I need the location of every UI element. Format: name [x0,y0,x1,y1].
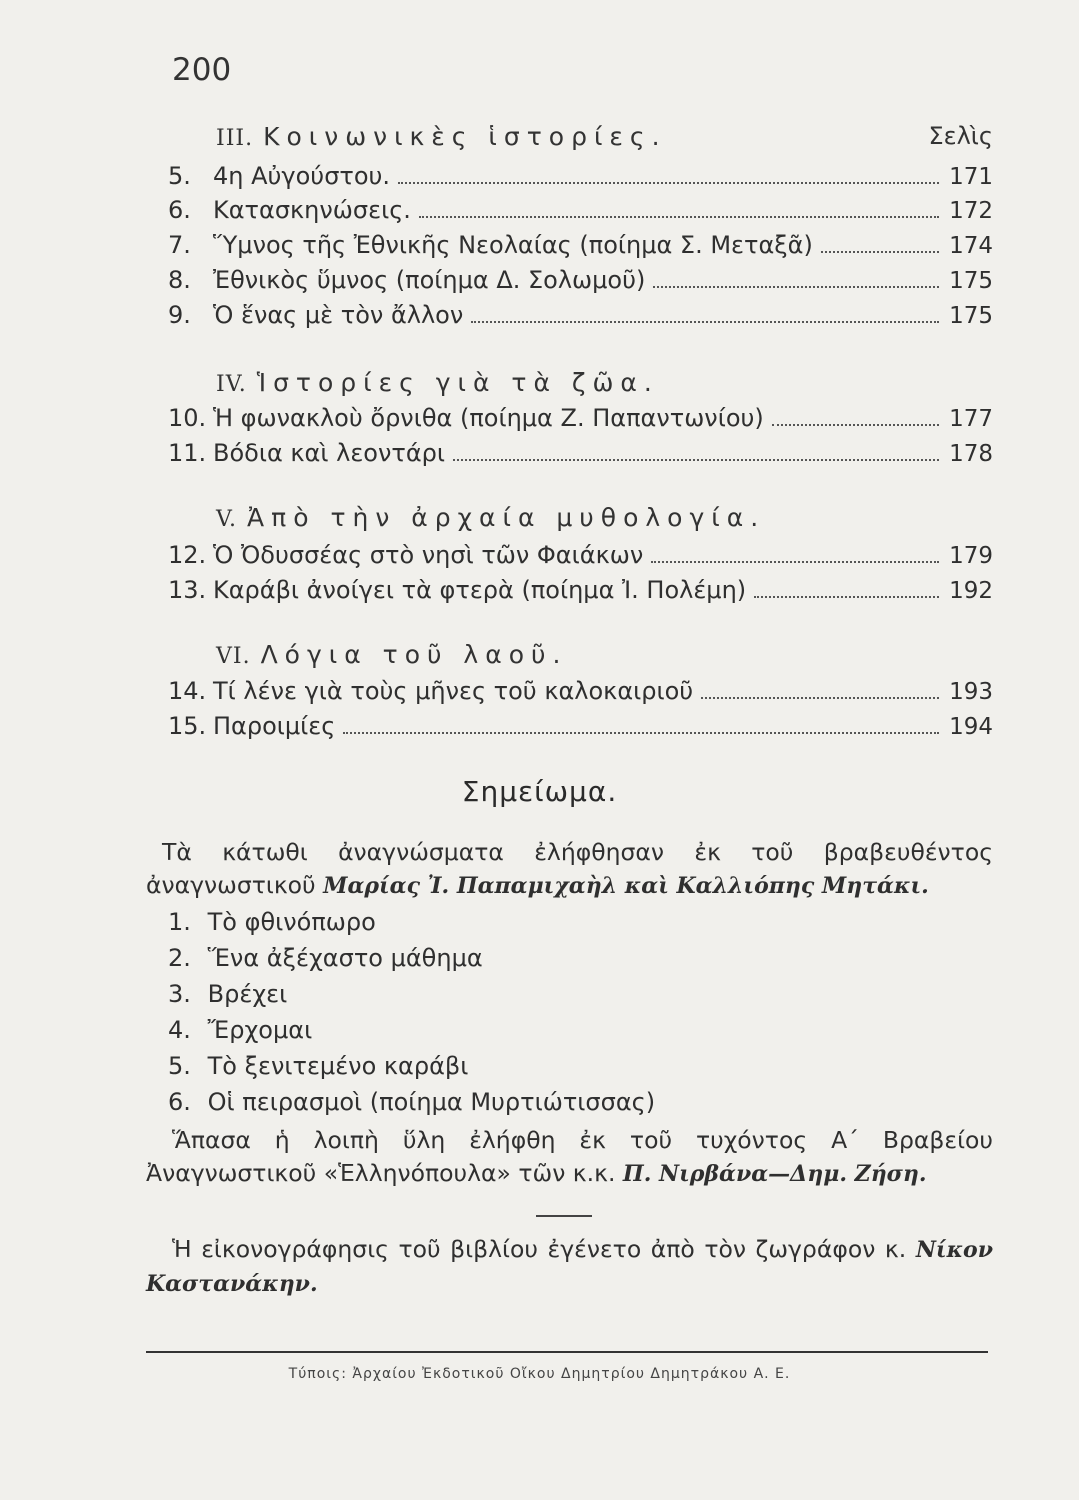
section-title: Κοινωνικὲς ἱστορίες. [263,122,667,151]
note-intro-text: Τὰ κάτωθι ἀναγνώσματα ἐλήφθησαν ἐκ τοῦ βραβευθέντος ἀναγνωστικοῦ [146,838,993,899]
entry-title: Βόδια καὶ λεοντάρι [213,439,446,467]
note-rest-text: Ἅπασα ἡ λοιπὴ ὕλη ἐλήφθη ἐκ τοῦ τυχόντος Α΄ Βραβείου Ἀναγνωστικοῦ «Ἑλληνόπουλα» τῶν κ.κ. [146,1126,993,1187]
dot-leader [653,285,939,288]
entry-number: 7. [168,231,191,259]
toc-entry[interactable] [168,677,993,711]
illustrator-name: Νίκον Καστανάκην. [146,1237,993,1297]
section-heading-iv [216,368,659,397]
note-rest-authors: Π. Νιρβάνα—Δημ. Ζήση. [622,1161,927,1187]
dot-leader [651,560,939,563]
section-numeral: VI. [216,644,251,669]
section-divider [536,1215,592,1217]
entry-number: 15. [168,712,207,740]
entry-page: 174 [949,233,993,259]
entry-number: 12. [168,541,207,569]
section-numeral: III. [216,126,254,151]
footer-rule [146,1351,988,1353]
entry-number: 6. [168,196,191,224]
entry-page: 192 [949,578,993,604]
list-item-text: Οἱ πειρασμοὶ (ποίημα Μυρτιώτισσας) [207,1088,656,1116]
entry-title: Ὁ ἕνας μὲ τὸν ἄλλον [213,301,464,329]
dot-leader [772,423,939,426]
entry-number: 11. [168,439,207,467]
list-item-text: Βρέχει [207,980,288,1008]
section-heading-iii [216,122,667,151]
list-item-text: Τὸ φθινόπωρο [207,908,376,936]
note-list-item [168,908,376,936]
dot-leader [419,215,939,218]
list-item-number: 3. [168,980,191,1008]
list-item-number: 5. [168,1052,191,1080]
entry-title: Ἡ φωνακλοὺ ὄρνιθα (ποίημα Ζ. Παπαντωνίου) [213,404,764,432]
note-list-item [168,1088,655,1116]
page-number: 200 [172,52,232,88]
list-item-number: 2. [168,944,191,972]
toc-entry[interactable] [168,231,993,265]
section-numeral: V. [216,507,238,532]
entry-page: 178 [949,441,993,467]
toc-entry[interactable] [168,196,993,230]
note-list-item [168,980,287,1008]
page-column-label: Σελὶς [928,122,993,150]
entry-title: Ὁ Ὀδυσσέας στὸ νησὶ τῶν Φαιάκων [213,541,644,569]
note-list-item [168,944,483,972]
entry-number: 8. [168,266,191,294]
entry-page: 177 [949,406,993,432]
entry-page: 175 [949,303,993,329]
dot-leader [754,595,939,598]
entry-number: 13. [168,576,207,604]
note-list-item [168,1016,312,1044]
entry-number: 9. [168,301,191,329]
note-heading: Σημείωμα. [461,775,618,808]
toc-entry[interactable] [168,162,993,196]
dot-leader [343,731,939,734]
list-item-text: Ἔρχομαι [207,1016,313,1044]
dot-leader [701,696,939,699]
entry-page: 194 [949,714,993,740]
entry-page: 179 [949,543,993,569]
list-item-number: 4. [168,1016,191,1044]
illustration-paragraph [146,1233,993,1301]
toc-entry[interactable] [168,301,993,335]
entry-title: Καράβι ἀνοίγει τὰ φτερὰ (ποίημα Ἰ. Πολέμη) [213,576,747,604]
note-rest-paragraph [146,1124,993,1191]
dot-leader [471,320,939,323]
entry-page: 175 [949,268,993,294]
dot-leader [398,181,939,184]
dot-leader [821,250,939,253]
toc-entry[interactable] [168,404,993,438]
section-title: Λόγια τοῦ λαοῦ. [260,640,568,669]
section-title: Ἱστορίες γιὰ τὰ ζῶα. [256,368,659,397]
printer-imprint: Τύποις: Ἀρχαίου Ἐκδοτικοῦ Οἴκου Δημητρίου Δημητράκου Α. Ε. [288,1366,791,1382]
toc-entry[interactable] [168,266,993,300]
section-title: Ἀπὸ τὴν ἀρχαία μυθολογία. [247,503,766,532]
entry-title: 4η Αὐγούστου. [213,162,391,190]
entry-number: 14. [168,677,207,705]
entry-page: 193 [949,679,993,705]
dot-leader [453,458,939,461]
illustration-text: Ἡ εἰκονογράφησις τοῦ βιβλίου ἐγένετο ἀπὸ τὸν ζωγράφον κ. [172,1235,907,1263]
section-heading-vi [216,640,567,669]
list-item-text: Ἕνα ἀξέχαστο μάθημα [207,944,483,972]
entry-number: 5. [168,162,191,190]
list-item-number: 6. [168,1088,191,1116]
note-intro-authors: Μαρίας Ἰ. Παπαμιχαὴλ καὶ Καλλιόπης Μητάκι. [323,873,929,899]
toc-entry[interactable] [168,712,993,746]
toc-entry[interactable] [168,576,993,610]
section-heading-v [216,503,765,532]
entry-title: Κατασκηνώσεις. [213,196,411,224]
list-item-text: Τὸ ξενιτεμένο καράβι [207,1052,469,1080]
entry-title: Ἐθνικὸς ὕμνος (ποίημα Δ. Σολωμοῦ) [213,266,646,294]
entry-number: 10. [168,404,207,432]
section-numeral: IV. [216,372,247,397]
entry-page: 171 [949,164,993,190]
toc-entry[interactable] [168,439,993,473]
entry-title: Ὕμνος τῆς Ἐθνικῆς Νεολαίας (ποίημα Σ. Μεταξᾶ) [213,231,813,259]
entry-page: 172 [949,198,993,224]
note-list-item [168,1052,468,1080]
note-intro-paragraph [146,836,993,903]
toc-entry[interactable] [168,541,993,575]
entry-title: Τί λένε γιὰ τοὺς μῆνες τοῦ καλοκαιριοῦ [213,677,694,705]
list-item-number: 1. [168,908,191,936]
entry-title: Παροιμίες [213,712,336,740]
